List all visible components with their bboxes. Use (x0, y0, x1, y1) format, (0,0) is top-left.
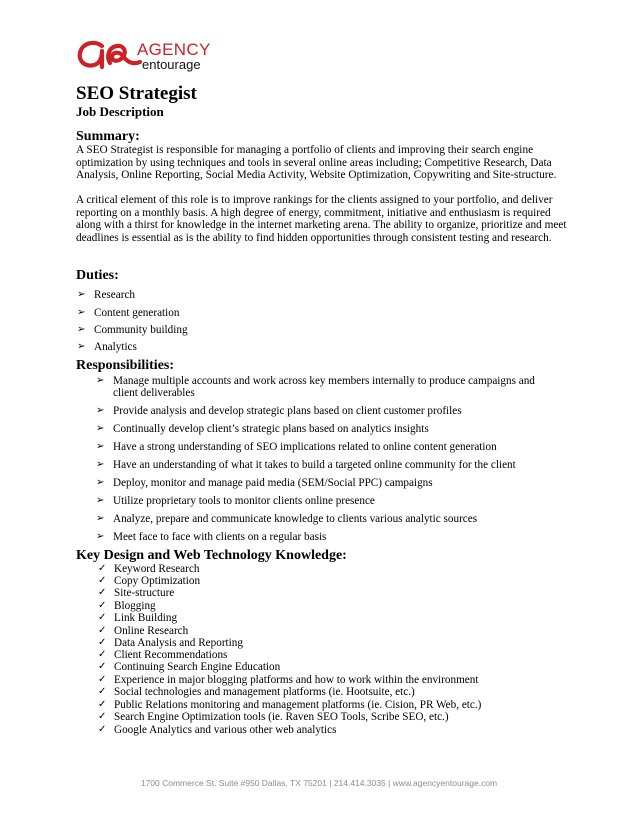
arrow-bullet-icon: ➢ (96, 459, 105, 470)
knowledge-item-text: Google Analytics and various other web analytics (114, 724, 337, 736)
knowledge-item-text: Experience in major blogging platforms and how to work within the environment (114, 674, 479, 686)
summary-paragraph-2: A critical element of this role is to improve rankings for the clients assigned to your portfolio, and deliver reporting on a monthly basis. A high degree of energy, commitment, initiative and enthusiasm is required along with a thirst for knowledge in the internet marketing arena. The ability to organize, prioritize and meet deadlines is essential as is the ability to find hidden opportunities through consistent testing and research. (76, 194, 567, 244)
knowledge-item-text: Online Research (114, 625, 189, 637)
responsibility-item-text: Deploy, monitor and manage paid media (SEM/Social PPC) campaigns (113, 477, 433, 489)
checkmark-icon: ✓ (98, 575, 107, 586)
arrow-bullet-icon: ➢ (96, 423, 105, 434)
logo-ae-mark-icon (76, 36, 146, 78)
duty-item-text: Community building (94, 324, 188, 336)
knowledge-item-text: Continuing Search Engine Education (114, 661, 281, 673)
footer-contact-info: 1700 Commerce St. Suite #950 Dallas, TX 75201 | 214.414.3035 | www.agencyentourage.com (140, 778, 498, 788)
arrow-bullet-icon: ➢ (96, 477, 105, 488)
responsibility-item-text: Have a strong understanding of SEO implications related to online content generation (113, 441, 497, 453)
responsibility-item-text: Analyze, prepare and communicate knowledge to clients various analytic sources (113, 513, 478, 525)
knowledge-item-text: Keyword Research (114, 563, 200, 575)
checkmark-icon: ✓ (98, 637, 107, 648)
checkmark-icon: ✓ (98, 600, 107, 611)
knowledge-item-text: Data Analysis and Reporting (114, 637, 243, 649)
knowledge-item-text: Site-structure (114, 587, 175, 599)
knowledge-item-text: Copy Optimization (114, 575, 201, 587)
checkmark-icon: ✓ (98, 724, 107, 735)
summary-paragraph-1: A SEO Strategist is responsible for managing a portfolio of clients and improving their search engine optimization by using techniques and tools in several online areas including; Competitive Research, Data Analysis, Online Reporting, Social Media Activity, Website Optimization, Copywriting and Site-structure. (76, 144, 557, 182)
arrow-bullet-icon: ➢ (96, 375, 105, 386)
agency-entourage-logo (76, 36, 236, 78)
arrow-bullet-icon: ➢ (96, 495, 105, 506)
checkmark-icon: ✓ (98, 661, 107, 672)
arrow-bullet-icon: ➢ (96, 441, 105, 452)
arrow-bullet-icon: ➢ (77, 341, 86, 352)
checkmark-icon: ✓ (98, 649, 107, 660)
responsibility-item-text: Meet face to face with clients on a regular basis (113, 531, 327, 543)
knowledge-item-text: Blogging (114, 600, 156, 612)
summary-heading: Summary: (76, 129, 140, 144)
arrow-bullet-icon: ➢ (77, 289, 86, 300)
page-title: SEO Strategist (76, 83, 197, 104)
responsibilities-heading: Responsibilities: (76, 358, 175, 373)
responsibility-item-text: Utilize proprietary tools to monitor clients online presence (113, 495, 375, 507)
responsibility-item-text: Manage multiple accounts and work across key members internally to produce campaigns and client deliverables (113, 375, 535, 400)
responsibility-item-text: Continually develop client’s strategic plans based on analytics insights (113, 423, 429, 435)
knowledge-item-text: Social technologies and management platforms (ie. Hootsuite, etc.) (114, 686, 415, 698)
responsibility-item-text: Provide analysis and develop strategic plans based on client customer profiles (113, 405, 462, 417)
knowledge-heading: Key Design and Web Technology Knowledge: (76, 548, 347, 563)
checkmark-icon: ✓ (98, 563, 107, 574)
knowledge-item-text: Client Recommendations (114, 649, 228, 661)
knowledge-item-text: Search Engine Optimization tools (ie. Raven SEO Tools, Scribe SEO, etc.) (114, 711, 449, 723)
checkmark-icon: ✓ (98, 587, 107, 598)
duty-item-text: Analytics (94, 341, 137, 353)
arrow-bullet-icon: ➢ (96, 405, 105, 416)
checkmark-icon: ✓ (98, 686, 107, 697)
knowledge-item-text: Public Relations monitoring and management platforms (ie. Cision, PR Web, etc.) (114, 699, 482, 711)
checkmark-icon: ✓ (98, 674, 107, 685)
checkmark-icon: ✓ (98, 612, 107, 623)
duty-item-text: Content generation (94, 307, 180, 319)
arrow-bullet-icon: ➢ (77, 307, 86, 318)
duties-heading: Duties: (76, 268, 119, 283)
responsibility-item-text: Have an understanding of what it takes to build a targeted online community for the client (113, 459, 516, 471)
duty-item-text: Research (94, 289, 135, 301)
checkmark-icon: ✓ (98, 625, 107, 636)
checkmark-icon: ✓ (98, 699, 107, 710)
arrow-bullet-icon: ➢ (96, 513, 105, 524)
logo-text-agency: AGENCY (137, 40, 211, 59)
arrow-bullet-icon: ➢ (96, 531, 105, 542)
checkmark-icon: ✓ (98, 711, 107, 722)
logo-text-entourage: entourage (142, 57, 201, 72)
page-subtitle: Job Description (76, 104, 164, 119)
arrow-bullet-icon: ➢ (77, 324, 86, 335)
knowledge-item-text: Link Building (114, 612, 178, 624)
